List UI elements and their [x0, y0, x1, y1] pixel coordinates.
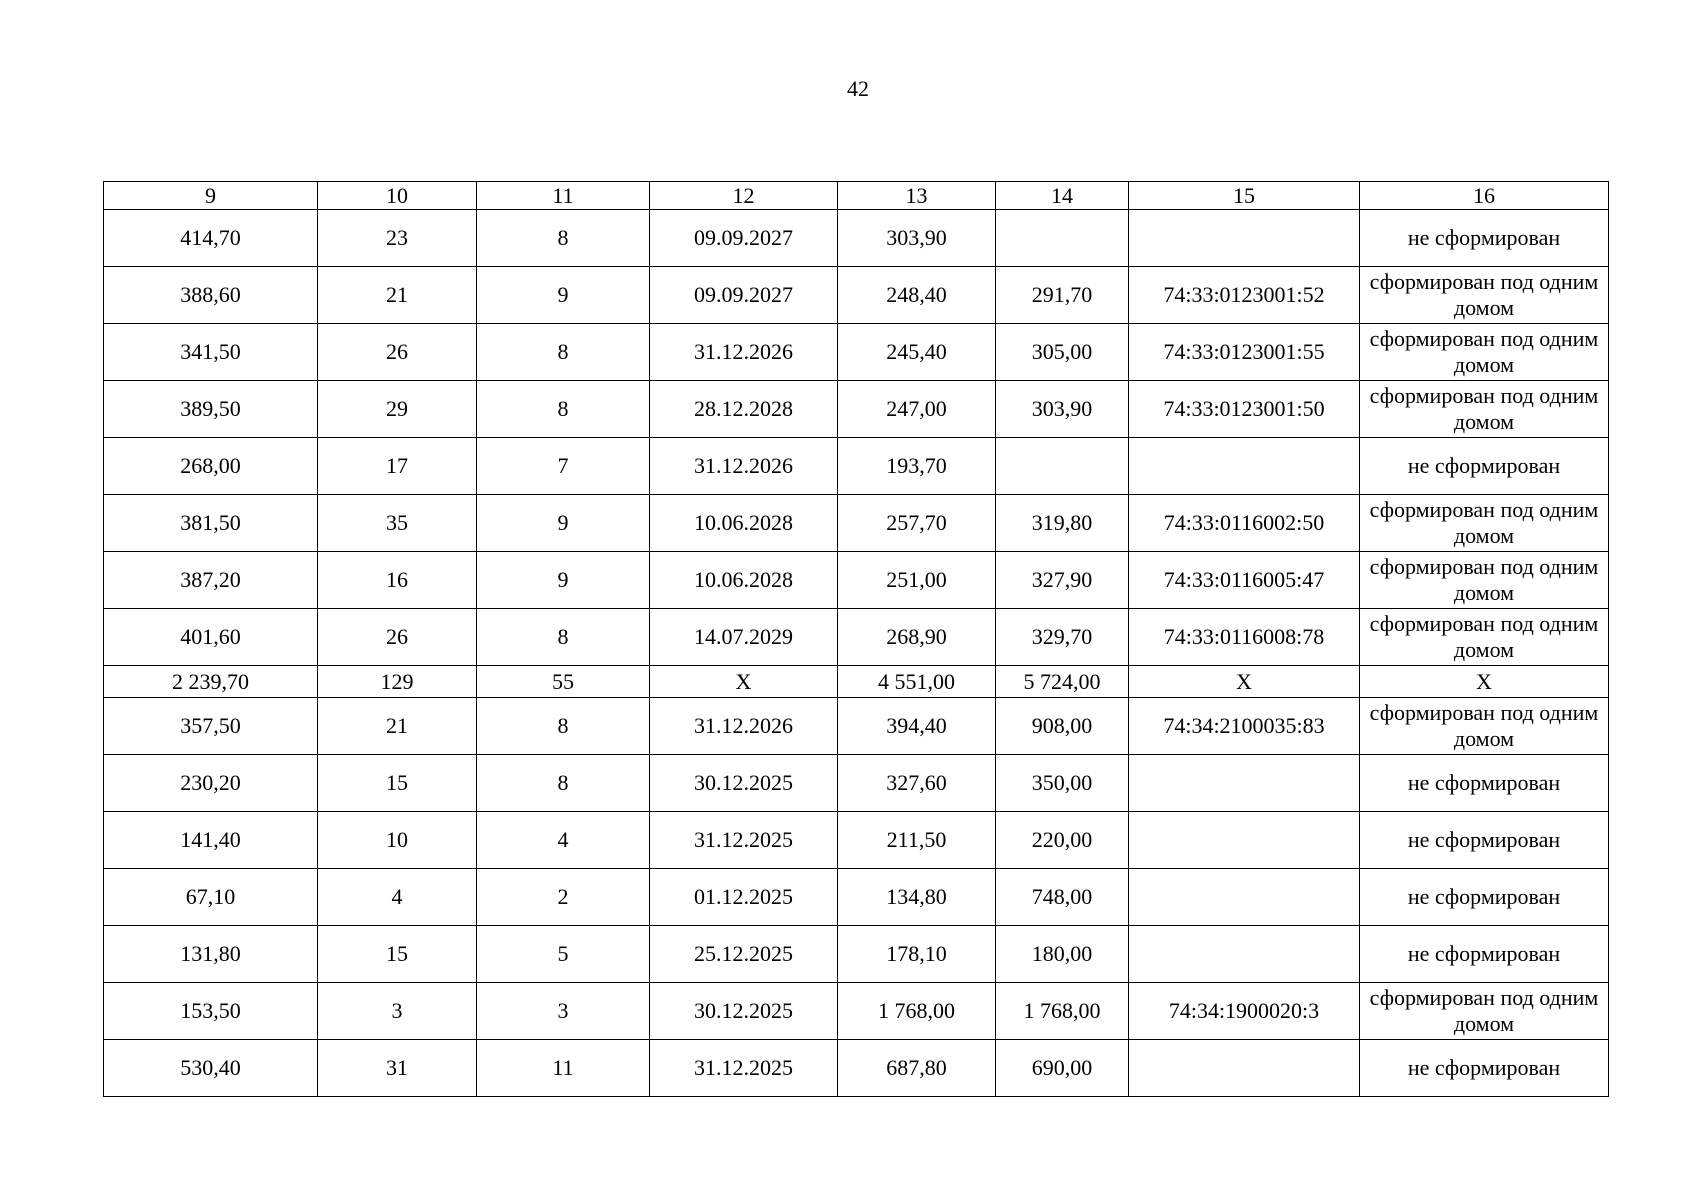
table-cell: [1129, 210, 1360, 267]
table-cell: 4: [477, 812, 650, 869]
table-cell: 17: [318, 438, 477, 495]
table-cell: 414,70: [104, 210, 318, 267]
table-cell: 31.12.2025: [650, 812, 838, 869]
table-cell: 5: [477, 926, 650, 983]
table-cell: 8: [477, 210, 650, 267]
table-cell: 9: [477, 267, 650, 324]
table-cell: 303,90: [996, 381, 1129, 438]
table-cell: 21: [318, 698, 477, 755]
status-cell: Х: [1360, 666, 1609, 698]
table-cell: 10.06.2028: [650, 552, 838, 609]
table-cell: 26: [318, 324, 477, 381]
table-row: [104, 438, 1609, 495]
table-cell: 30.12.2025: [650, 983, 838, 1040]
status-cell: не сформирован: [1360, 1040, 1609, 1097]
table-cell: 180,00: [996, 926, 1129, 983]
table-cell: 8: [477, 609, 650, 666]
table-cell: [1129, 1040, 1360, 1097]
table-cell: 690,00: [996, 1040, 1129, 1097]
table-cell: 21: [318, 267, 477, 324]
table-cell: 268,90: [838, 609, 996, 666]
table-cell: 7: [477, 438, 650, 495]
table-cell: 31: [318, 1040, 477, 1097]
table-cell: 387,20: [104, 552, 318, 609]
table-cell: [996, 210, 1129, 267]
table-cell: 687,80: [838, 1040, 996, 1097]
column-header: 13: [838, 182, 996, 210]
table-cell: [996, 438, 1129, 495]
table-cell: 10: [318, 812, 477, 869]
table-cell: 4: [318, 869, 477, 926]
table-cell: 268,00: [104, 438, 318, 495]
table-cell: [1129, 869, 1360, 926]
table-cell: 341,50: [104, 324, 318, 381]
status-cell: сформирован под одним домом: [1360, 609, 1609, 666]
column-header: 15: [1129, 182, 1360, 210]
table-cell: 8: [477, 381, 650, 438]
table-cell: 357,50: [104, 698, 318, 755]
table-row: [104, 812, 1609, 869]
table-cell: 15: [318, 755, 477, 812]
column-header: 11: [477, 182, 650, 210]
table-row: [104, 869, 1609, 926]
status-cell: не сформирован: [1360, 755, 1609, 812]
table-cell: 67,10: [104, 869, 318, 926]
table-cell: 1 768,00: [996, 983, 1129, 1040]
table-cell: 31.12.2025: [650, 1040, 838, 1097]
column-header: 14: [996, 182, 1129, 210]
table-cell: 327,60: [838, 755, 996, 812]
table-cell: 29: [318, 381, 477, 438]
table-cell: 245,40: [838, 324, 996, 381]
table-cell: 09.09.2027: [650, 267, 838, 324]
table-cell: 220,00: [996, 812, 1129, 869]
table-cell: 1 768,00: [838, 983, 996, 1040]
table-cell: 381,50: [104, 495, 318, 552]
table-body: [104, 210, 1609, 1097]
total-row: [104, 666, 1609, 698]
table-cell: 211,50: [838, 812, 996, 869]
table-cell: 9: [477, 552, 650, 609]
table-row: [104, 983, 1609, 1040]
table-cell: 74:33:0116002:50: [1129, 495, 1360, 552]
status-cell: сформирован под одним домом: [1360, 495, 1609, 552]
column-header: 12: [650, 182, 838, 210]
table-cell: 389,50: [104, 381, 318, 438]
table-row: [104, 926, 1609, 983]
table-cell: 319,80: [996, 495, 1129, 552]
column-header: 16: [1360, 182, 1609, 210]
table-row: [104, 324, 1609, 381]
table-cell: 908,00: [996, 698, 1129, 755]
table-cell: 305,00: [996, 324, 1129, 381]
status-cell: сформирован под одним домом: [1360, 381, 1609, 438]
table-cell: 248,40: [838, 267, 996, 324]
table-cell: 31.12.2026: [650, 438, 838, 495]
table-cell: 2 239,70: [104, 666, 318, 698]
table-cell: 303,90: [838, 210, 996, 267]
status-cell: не сформирован: [1360, 210, 1609, 267]
status-cell: сформирован под одним домом: [1360, 267, 1609, 324]
table-cell: 388,60: [104, 267, 318, 324]
column-header: 10: [318, 182, 477, 210]
table-cell: 10.06.2028: [650, 495, 838, 552]
table-cell: 31.12.2026: [650, 698, 838, 755]
table-cell: 291,70: [996, 267, 1129, 324]
table-cell: 74:34:1900020:3: [1129, 983, 1360, 1040]
table-cell: 8: [477, 324, 650, 381]
table-cell: 23: [318, 210, 477, 267]
table-cell: 251,00: [838, 552, 996, 609]
table-cell: 193,70: [838, 438, 996, 495]
status-cell: не сформирован: [1360, 869, 1609, 926]
table-cell: 14.07.2029: [650, 609, 838, 666]
data-table: [103, 181, 1609, 1097]
table-cell: 01.12.2025: [650, 869, 838, 926]
table-cell: 16: [318, 552, 477, 609]
table-cell: 5 724,00: [996, 666, 1129, 698]
table-cell: 394,40: [838, 698, 996, 755]
table-cell: 25.12.2025: [650, 926, 838, 983]
table-cell: 247,00: [838, 381, 996, 438]
table-cell: 134,80: [838, 869, 996, 926]
table-cell: 2: [477, 869, 650, 926]
table-cell: 28.12.2028: [650, 381, 838, 438]
table-cell: 3: [477, 983, 650, 1040]
table-cell: Х: [1129, 666, 1360, 698]
table-cell: 401,60: [104, 609, 318, 666]
table-cell: 55: [477, 666, 650, 698]
table-cell: 129: [318, 666, 477, 698]
header-row: [104, 182, 1609, 210]
table-cell: 4 551,00: [838, 666, 996, 698]
table-cell: 8: [477, 698, 650, 755]
table-cell: 74:34:2100035:83: [1129, 698, 1360, 755]
table-cell: 8: [477, 755, 650, 812]
table-cell: 74:33:0123001:52: [1129, 267, 1360, 324]
table-cell: 153,50: [104, 983, 318, 1040]
table-cell: 178,10: [838, 926, 996, 983]
table-cell: 350,00: [996, 755, 1129, 812]
table-cell: [1129, 438, 1360, 495]
page-number: 42: [847, 76, 869, 101]
table-cell: 327,90: [996, 552, 1129, 609]
table-cell: 329,70: [996, 609, 1129, 666]
table-cell: 257,70: [838, 495, 996, 552]
table-cell: 35: [318, 495, 477, 552]
status-cell: не сформирован: [1360, 812, 1609, 869]
table-cell: 30.12.2025: [650, 755, 838, 812]
table-cell: [1129, 926, 1360, 983]
status-cell: сформирован под одним домом: [1360, 698, 1609, 755]
table-row: [104, 552, 1609, 609]
table-cell: 3: [318, 983, 477, 1040]
table-row: [104, 1040, 1609, 1097]
table-cell: 74:33:0116008:78: [1129, 609, 1360, 666]
table-row: [104, 755, 1609, 812]
table-cell: 11: [477, 1040, 650, 1097]
table-cell: 09.09.2027: [650, 210, 838, 267]
table-cell: 530,40: [104, 1040, 318, 1097]
status-cell: не сформирован: [1360, 438, 1609, 495]
table-cell: 74:33:0123001:50: [1129, 381, 1360, 438]
table-row: [104, 381, 1609, 438]
status-cell: сформирован под одним домом: [1360, 552, 1609, 609]
table-cell: [1129, 755, 1360, 812]
column-header: 9: [104, 182, 318, 210]
table-cell: 131,80: [104, 926, 318, 983]
table-cell: 74:33:0123001:55: [1129, 324, 1360, 381]
table-cell: 26: [318, 609, 477, 666]
table-row: [104, 210, 1609, 267]
table-row: [104, 495, 1609, 552]
table-cell: 230,20: [104, 755, 318, 812]
table-cell: 141,40: [104, 812, 318, 869]
status-cell: не сформирован: [1360, 926, 1609, 983]
status-cell: сформирован под одним домом: [1360, 324, 1609, 381]
table-row: [104, 609, 1609, 666]
table-cell: 748,00: [996, 869, 1129, 926]
table-cell: 15: [318, 926, 477, 983]
table-cell: 9: [477, 495, 650, 552]
table-row: [104, 267, 1609, 324]
table-cell: 74:33:0116005:47: [1129, 552, 1360, 609]
status-cell: сформирован под одним домом: [1360, 983, 1609, 1040]
table-cell: 31.12.2026: [650, 324, 838, 381]
table-cell: Х: [650, 666, 838, 698]
table-row: [104, 698, 1609, 755]
table-cell: [1129, 812, 1360, 869]
